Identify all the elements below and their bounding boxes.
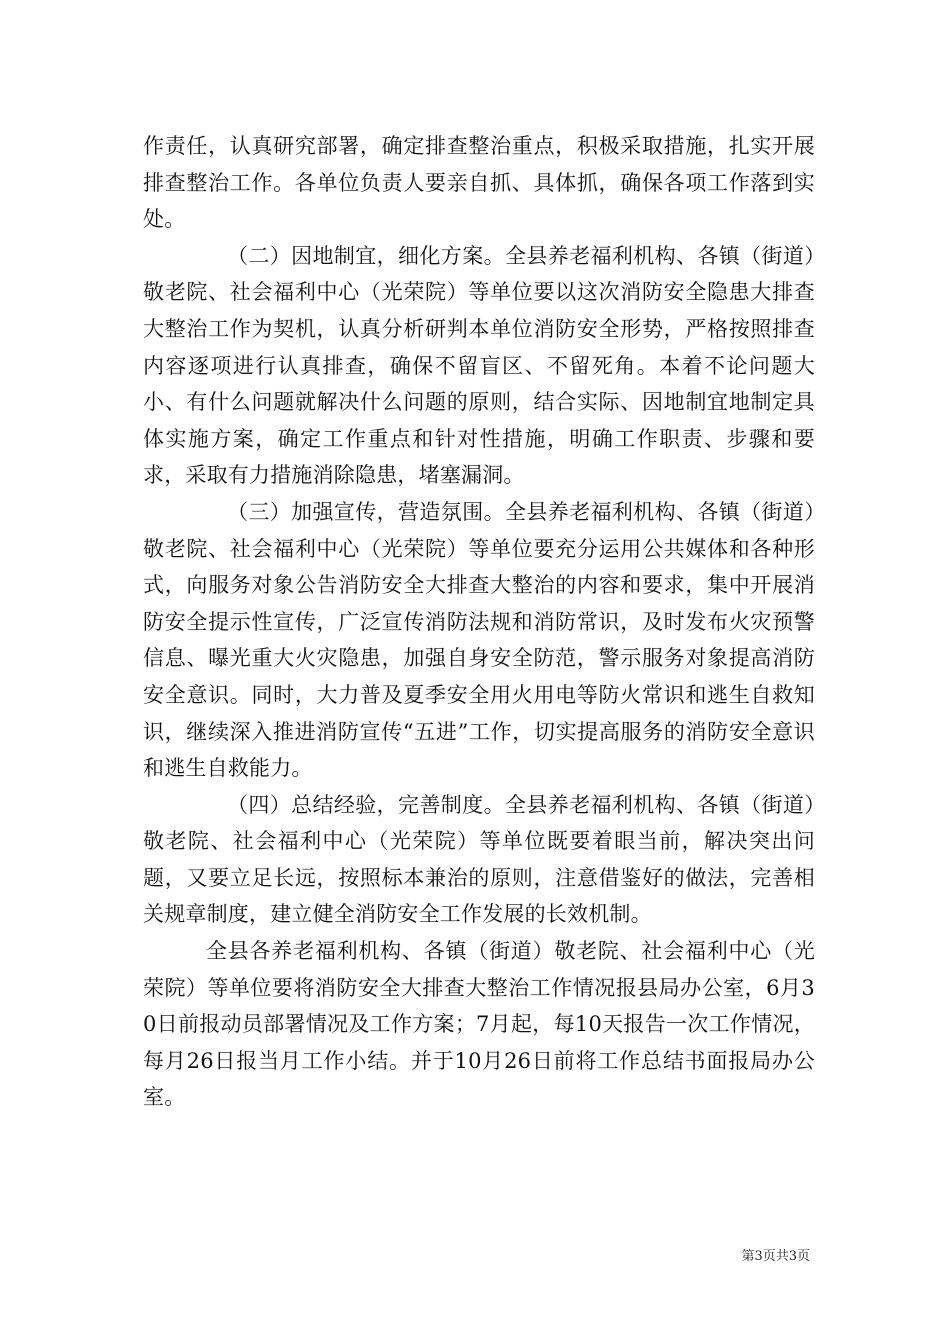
document-body: [143, 128, 815, 1116]
paragraph-section-2: （二）因地制宜，细化方案。全县养老福利机构、各镇（街道）敬老院、社会福利中心（光荣院）等单位要以这次消防安全隐患大排查大整治工作为契机，认真分析研判本单位消防安全形势，严格按照排查内容逐项进行认真排查，确保不留盲区、不留死角。本着不论问题大小、有什么问题就解决什么问题的原则，结合实际、因地制宜地制定具体实施方案，确定工作重点和针对性措施，明确工作职责、步骤和要求，采取有力措施消除隐患，堵塞漏洞。: [143, 243, 815, 488]
paragraph-section-3: （三）加强宣传，营造氛围。全县养老福利机构、各镇（街道）敬老院、社会福利中心（光荣院）等单位要充分运用公共媒体和各种形式，向服务对象公告消防安全大排查大整治的内容和要求，集中开展消防安全提示性宣传，广泛宣传消防法规和消防常识，及时发布火灾预警信息、曝光重大火灾隐患，加强自身安全防范，警示服务对象提高消防安全意识。同时，大力普及夏季安全用火用电等防火常识和逃生自救知识，继续深入推进消防宣传“五进”工作，切实提高服务的消防安全意识和逃生自救能力。: [143, 499, 815, 781]
paragraph-section-4: （四）总结经验，完善制度。全县养老福利机构、各镇（街道）敬老院、社会福利中心（光荣院）等单位既要着眼当前，解决突出问题，又要立足长远，按照标本兼治的原则，注意借鉴好的做法，完善相关规章制度，建立健全消防安全工作发展的长效机制。: [143, 792, 815, 927]
paragraph-continuation: 作责任，认真研究部署，确定排查整治重点，积极采取措施，扎实开展排查整治工作。各单位负责人要亲自抓、具体抓，确保各项工作落到实处。: [143, 134, 815, 232]
page-number: 第3页共3页: [741, 1249, 810, 1264]
paragraph-reporting: 全县各养老福利机构、各镇（街道）敬老院、社会福利中心（光荣院）等单位要将消防安全大排查大整治工作情况报县局办公室，6月30日前报动员部署情况及工作方案；7月起，每10天报告一次工作情况，每月26日报当月工作小结。并于10月26日前将工作总结书面报局办公室。: [143, 939, 815, 1110]
